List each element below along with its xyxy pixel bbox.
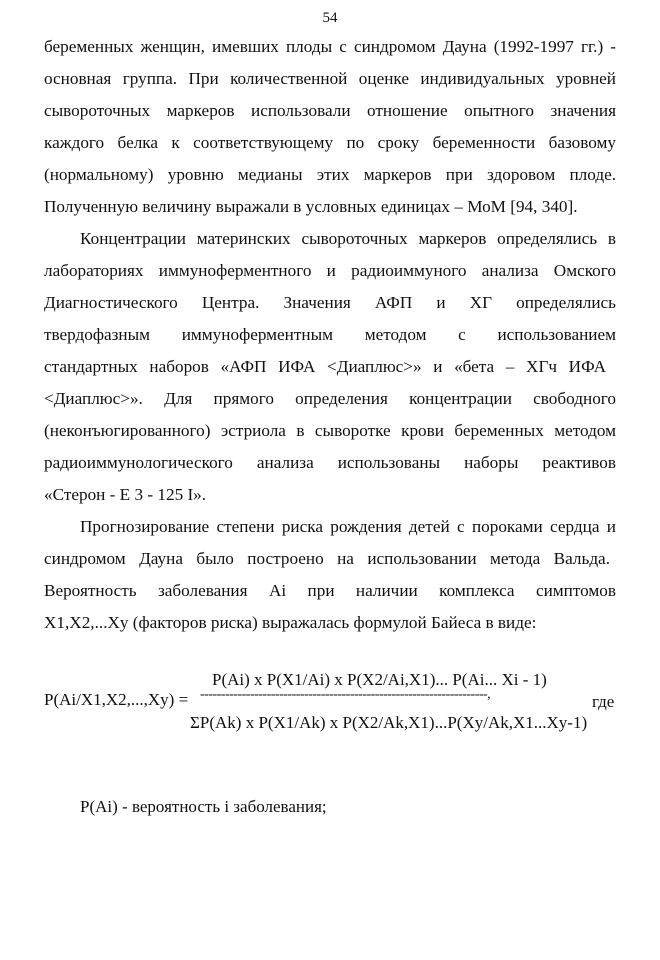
definition-line: P(Ai) - вероятность i заболевания; bbox=[80, 797, 327, 816]
paragraph2-line: (неконъюгированного) эстриола в сыворотке крови беременных методом bbox=[44, 421, 616, 440]
paragraph2-line: Концентрации материнских сывороточных маркеров определялись в bbox=[80, 229, 616, 248]
paragraph2-line: «Стерон - Е 3 - 125 I». bbox=[44, 485, 207, 504]
paragraph2-line: радиоиммунологического анализа использованы наборы реактивов bbox=[44, 453, 616, 472]
paragraph2-line: стандартных наборов «АФП ИФА <Диаплюс>» и «бета – ХГч ИФА bbox=[44, 357, 606, 376]
paragraph3-line: X1,X2,...Xy (факторов риска) выражалась формулой Байеса в виде: bbox=[44, 613, 537, 632]
paragraph1-line: основная группа. При количественной оценке индивидуальных уровней bbox=[44, 69, 616, 88]
paragraph3-line: Вероятность заболевания Ai при наличии комплекса симптомов bbox=[44, 581, 616, 600]
paragraph1-line: Полученную величину выражали в условных единицах – МоМ [94, 340]. bbox=[44, 197, 578, 216]
paragraph2-line: лабораториях иммуноферментного и радиоиммуного анализа Омского bbox=[44, 261, 616, 280]
paragraph2-line: твердофазным иммуноферментным методом с использованием bbox=[44, 325, 616, 344]
formula-where: где bbox=[592, 692, 615, 711]
paragraph1-line: беременных женщин, имевших плоды с синдромом Дауна (1992-1997 гг.) - bbox=[44, 37, 616, 56]
paragraph1-line: каждого белка к соответствующему по сроку беременности базовому bbox=[44, 133, 616, 152]
formula-numerator: P(Ai) x P(X1/Ai) x P(X2/Ai,X1)... P(Ai... Xi - 1) bbox=[212, 670, 547, 689]
page-number: 54 bbox=[322, 10, 338, 26]
formula-denominator: ΣP(Ak) x P(X1/Ak) x P(X2/Ak,X1)...P(Xy/Ak,X1...Xy-1) bbox=[190, 713, 588, 732]
paragraph3-line: синдромом Дауна было построено на использовании метода Вальда. bbox=[44, 549, 610, 568]
formula-lhs: P(Ai/X1,X2,...,Xy) = bbox=[44, 690, 189, 709]
formula-fraction-bar: ---------------------------------------------------------------------, bbox=[200, 687, 491, 702]
paragraph1-line: сывороточных маркеров использовали отношение опытного значения bbox=[44, 101, 616, 120]
paragraph3-line: Прогнозирование степени риска рождения детей с пороками сердца и bbox=[80, 517, 616, 536]
paragraph2-line: Диагностического Центра. Значения АФП и ХГ определялись bbox=[44, 293, 616, 312]
paragraph2-line: <Диаплюс>». Для прямого определения концентрации свободного bbox=[44, 389, 616, 408]
paragraph1-line: (нормальному) уровню медианы этих маркеров при здоровом плоде. bbox=[44, 165, 616, 184]
